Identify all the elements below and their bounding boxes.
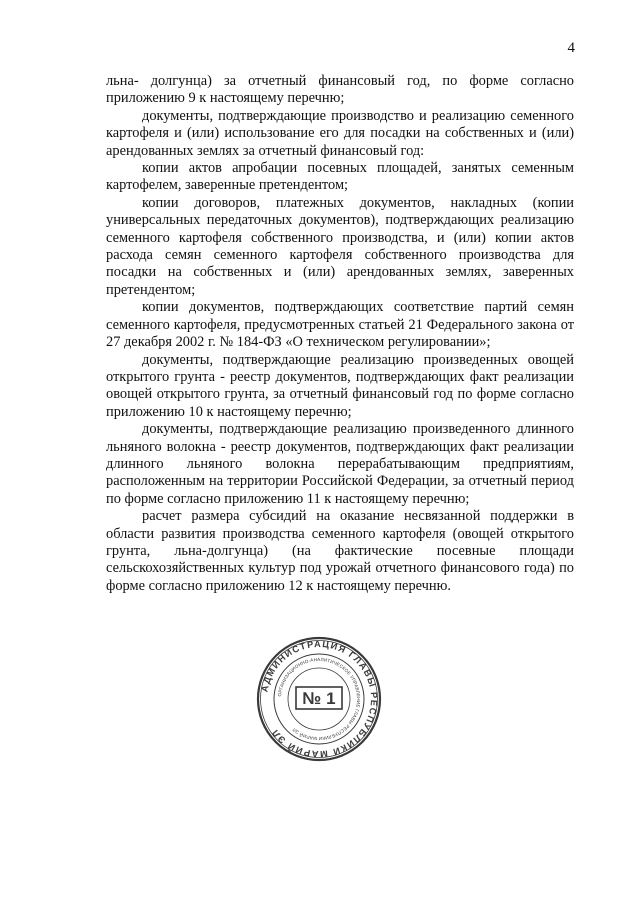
seal-inner-text: ОРГАНИЗАЦИОННО-АНАЛИТИЧЕСКОЕ УПРАВЛЕНИЕ ГЛАВЫ РЕСПУБЛИКИ МАРИЙ ЭЛ bbox=[277, 656, 362, 742]
document-body bbox=[106, 73, 574, 595]
paragraph: копии документов, подтверждающих соответствие партий семян семенного картофеля, предусмотренных статьей 21 Федерального закона от 27 декабря 2002 г. № 184-ФЗ «О техническом регулировании»; bbox=[106, 299, 574, 351]
page-number: 4 bbox=[567, 40, 575, 56]
seal-outer-text: АДМИНИСТРАЦИЯ ГЛАВЫ РЕСПУБЛИКИ МАРИЙ ЭЛ bbox=[259, 638, 380, 760]
paragraph: документы, подтверждающие реализацию произведенных овощей открытого грунта - реестр документов, подтверждающих факт реализации овощей открытого грунта, за отчетный финансовый год по форме согласно приложению 10 к настоящему перечню; bbox=[106, 351, 574, 420]
paragraph: документы, подтверждающие производство и реализацию семенного картофеля и (или) использование его для посадки на собственных и (или) арендованных землях за отчетный финансовый год: bbox=[106, 107, 574, 159]
seal-number: № 1 bbox=[302, 689, 336, 708]
paragraph: льна- долгунца) за отчетный финансовый год, по форме согласно приложению 9 к настоящему перечню; bbox=[106, 73, 574, 107]
paragraph: документы, подтверждающие реализацию произведенного длинного льняного волокна - реестр документов, подтверждающих факт реализации длинного льняного волокна перерабатывающим предприятиям, расположенным на территории Российской Федерации, за отчетный период по форме согласно приложению 11 к настоящему перечню; bbox=[106, 421, 574, 507]
paragraph: расчет размера субсидий на оказание несвязанной поддержки в области развития производства семенного картофеля (овощей открытого грунта, льна-долгунца) (на фактические посевные площади сельскохозяйственных культур под урожай отчетного финансового года) по форме согласно приложению 12 к настоящему перечню. bbox=[106, 508, 574, 594]
paragraph: копии договоров, платежных документов, накладных (копии универсальных передаточных документов), подтверждающих реализацию семенного картофеля собственного производства, и (или) копии актов расхода семян семенного картофеля собственного производства для посадки на собственных и (или) арендованных землях, заверенных претендентом; bbox=[106, 194, 574, 298]
official-seal-stamp bbox=[256, 636, 382, 762]
paragraph: копии актов апробации посевных площадей, занятых семенным картофелем, заверенные претендентом; bbox=[106, 160, 574, 194]
